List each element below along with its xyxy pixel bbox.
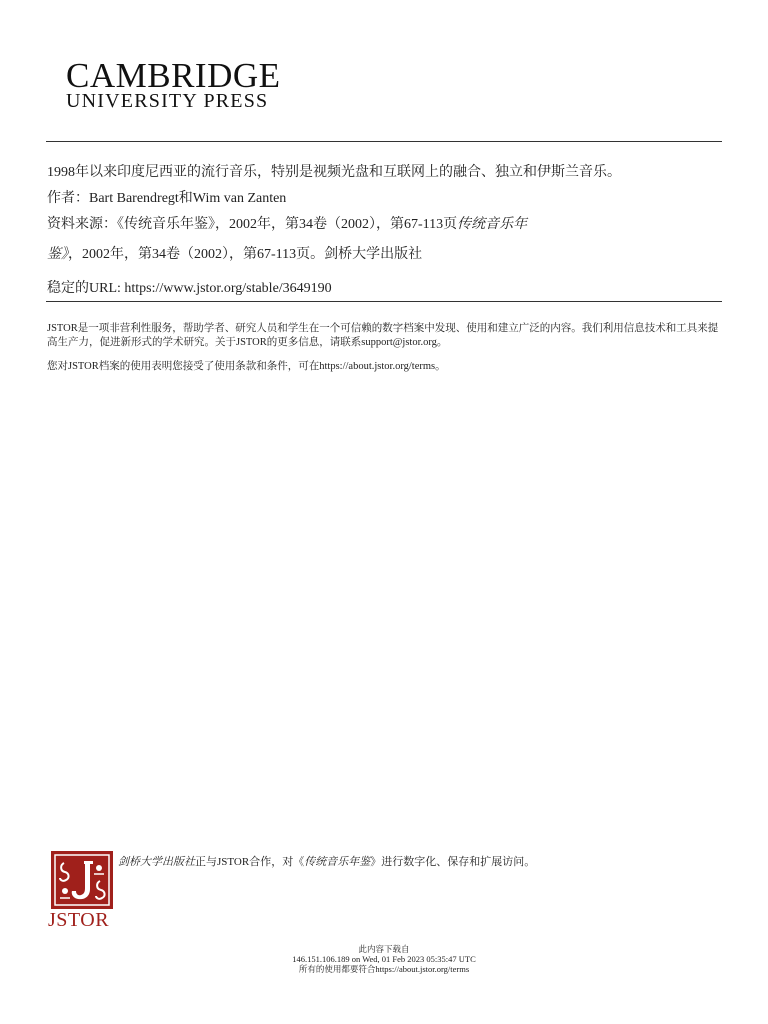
terms-notice: 您对JSTOR档案的使用表明您接受了使用条款和条件，可在https://about.jstor.org/terms。: [47, 361, 446, 372]
logo-line1: CAMBRIDGE: [66, 56, 281, 95]
collab-end: 》进行数字化、保存和扩展访问。: [370, 856, 536, 868]
source-label: 资料来源：: [47, 217, 117, 232]
collaboration-statement: [118, 853, 535, 869]
logo-line2: UNIVERSITY PRESS: [66, 90, 269, 112]
stable-url-link[interactable]: https://www.jstor.org/stable/3649190: [124, 281, 332, 296]
author-label: 作者：: [47, 191, 89, 206]
source-line-2: [47, 243, 723, 263]
url-label: 稳定的URL:: [47, 281, 125, 296]
footer-line-2: 146.151.106.189 on Wed, 01 Feb 2023 05:35:47 UTC: [292, 954, 476, 964]
jstor-wordmark: JSTOR: [48, 909, 110, 931]
download-footer: [250, 944, 518, 974]
source-text: 《传统音乐年鉴》，2002年，第34卷（2002），第67-113页: [117, 217, 458, 232]
source-journal-italic: 传统音乐年: [457, 217, 528, 232]
article-title: 1998年以来印度尼西亚的流行音乐，特别是视频光盘和互联网上的融合、独立和伊斯兰音乐。: [47, 165, 621, 180]
source-journal-italic-end: 鉴》: [47, 247, 68, 262]
bottom-divider: [46, 301, 722, 302]
source-line-1: [47, 213, 723, 233]
top-divider: [46, 141, 722, 142]
jstor-notice: JSTOR是一项非营利性服务，帮助学者、研究人员和学生在一个可信赖的数字档案中发现、使用和建立广泛的内容。我们利用信息技术和工具来提高生产力，促进新形式的学术研究。关于JSTOR的更多信息，请联系support@jstor.org。: [47, 323, 719, 348]
collab-journal: 传统音乐年鉴: [304, 856, 371, 868]
cambridge-logo: [66, 58, 316, 112]
footer-line-3: 所有的使用都要符合https://about.jstor.org/terms: [298, 964, 470, 974]
jstor-emblem-icon: [51, 851, 113, 909]
collab-publisher: 剑桥大学出版社: [118, 856, 195, 868]
stable-url-line: [47, 277, 723, 297]
source-text-end: ，2002年，第34卷（2002），第67-113页。剑桥大学出版社: [68, 247, 423, 262]
collab-middle: 正与JSTOR合作，对《: [195, 856, 305, 868]
footer-line-1: 此内容下载自: [358, 944, 410, 954]
author-line: [47, 187, 723, 207]
authors: Bart Barendregt和Wim van Zanten: [89, 191, 287, 206]
